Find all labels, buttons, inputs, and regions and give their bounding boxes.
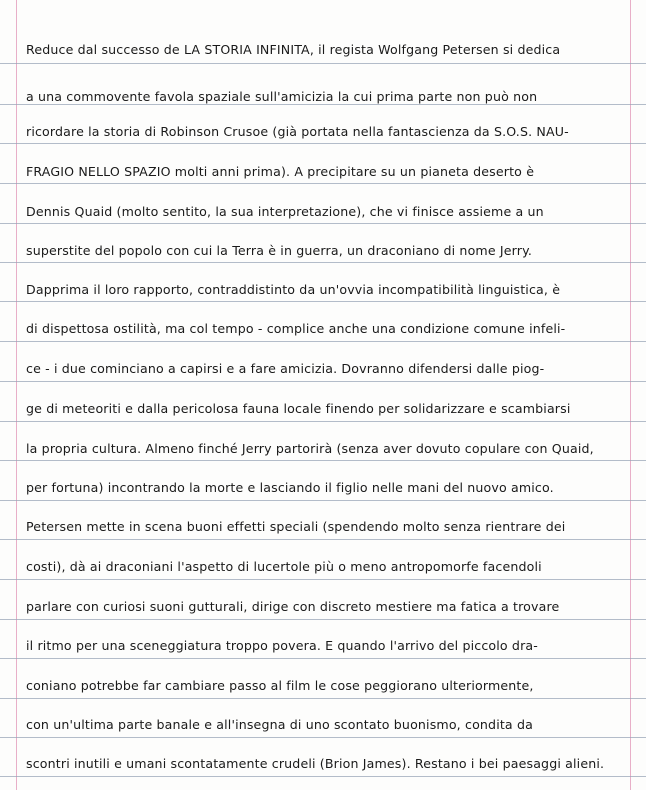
ruled-line [0, 579, 646, 580]
ruled-line [0, 500, 646, 501]
text-line-19: scontri inutili e umani scontatamente crudeli (Brion James). Restano i bei paesaggi alieni. [26, 756, 605, 771]
text-line-17: coniano potrebbe far cambiare passo al film le cose peggiorano ulteriormente, [26, 678, 534, 693]
text-line-16: il ritmo per una sceneggiatura troppo povera. E quando l'arrivo del piccolo dra- [26, 638, 538, 653]
ruled-line [0, 737, 646, 738]
ruled-line [0, 143, 646, 144]
text-line-13: Petersen mette in scena buoni effetti speciali (spendendo molto senza rientrare dei [26, 519, 566, 534]
ruled-line [0, 301, 646, 302]
left-margin-line [16, 0, 17, 790]
text-line-3: ricordare la storia di Robinson Crusoe (già portata nella fantascienza da S.O.S. NAU- [26, 124, 569, 139]
ruled-line [0, 341, 646, 342]
text-line-6: superstite del popolo con cui la Terra è in guerra, un draconiano di nome Jerry. [26, 243, 533, 258]
ruled-line [0, 262, 646, 263]
ruled-line [0, 776, 646, 777]
ruled-line [0, 381, 646, 382]
text-line-14: costi), dà ai draconiani l'aspetto di lucertole più o meno antropomorfe facendoli [26, 559, 542, 574]
text-line-4: FRAGIO NELLO SPAZIO molti anni prima). A precipitare su un pianeta deserto è [26, 164, 535, 179]
text-line-11: la propria cultura. Almeno finché Jerry partorirà (senza aver dovuto copulare con Quaid, [26, 441, 594, 456]
ruled-line [0, 619, 646, 620]
text-line-1: Reduce dal successo de LA STORIA INFINITA, il regista Wolfgang Petersen si dedica [26, 42, 561, 57]
ruled-line [0, 183, 646, 184]
ruled-line [0, 698, 646, 699]
ruled-line [0, 460, 646, 461]
ruled-line [0, 658, 646, 659]
right-margin-line [630, 0, 631, 790]
ruled-line [0, 223, 646, 224]
ruled-line [0, 539, 646, 540]
text-line-15: parlare con curiosi suoni gutturali, dirige con discreto mestiere ma fatica a trovare [26, 599, 560, 614]
text-line-18: con un'ultima parte banale e all'insegna di uno scontato buonismo, condita da [26, 717, 533, 732]
ruled-line [0, 63, 646, 64]
text-line-7: Dapprima il loro rapporto, contraddistinto da un'ovvia incompatibilità linguistica, è [26, 282, 561, 297]
text-line-2: a una commovente favola spaziale sull'amicizia la cui prima parte non può non [26, 89, 538, 104]
text-line-12: per fortuna) incontrando la morte e lasciando il figlio nelle mani del nuovo amico. [26, 480, 554, 495]
ruled-line [0, 421, 646, 422]
text-line-8: di dispettosa ostilità, ma col tempo - complice anche una condizione comune infeli- [26, 321, 566, 336]
text-line-9: ce - i due cominciano a capirsi e a fare amicizia. Dovranno difendersi dalle piog- [26, 361, 545, 376]
text-line-5: Dennis Quaid (molto sentito, la sua interpretazione), che vi finisce assieme a un [26, 204, 544, 219]
text-line-10: ge di meteoriti e dalla pericolosa fauna locale finendo per solidarizzare e scambiarsi [26, 401, 571, 416]
